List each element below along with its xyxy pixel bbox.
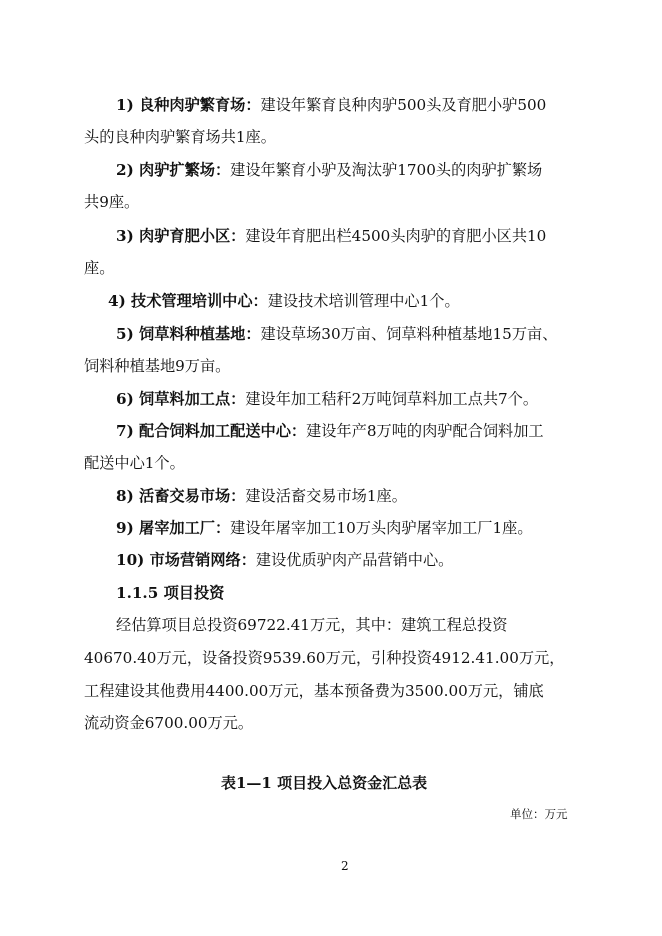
item-text: 建设年加工秸秆2万吨饲草料加工点共7个。: [245, 390, 539, 408]
list-item: [108, 291, 460, 311]
item-text: 建设草场30万亩、饲草料种植基地15万亩、: [260, 325, 558, 343]
paragraph-line: 流动资金6700.00万元。: [84, 714, 254, 732]
item-heading: 10) 市场营销网络：: [116, 551, 256, 569]
item-heading: 3) 肉驴育肥小区：: [116, 227, 246, 245]
paragraph-line: 工程建设其他费用4400.00万元，基本预备费为3500.00万元，铺底: [84, 682, 544, 700]
item-heading: 5) 饲草料种植基地：: [116, 325, 261, 343]
paragraph-line: 40670.40万元，设备投资9539.60万元，引种投资4912.41.00万元，: [84, 649, 565, 667]
item-heading: 4) 技术管理培训中心：: [108, 292, 268, 310]
item-continuation: 配送中心1个。: [84, 454, 185, 472]
list-item: [116, 160, 542, 180]
section-heading: 1.1.5 项目投资: [116, 584, 225, 602]
item-continuation: 共9座。: [84, 193, 140, 211]
item-heading: 9) 屠宰加工厂：: [116, 519, 231, 537]
item-text: 建设活畜交易市场1座。: [245, 487, 407, 505]
item-text: 建设年繁育小驴及淘汰驴1700头的肉驴扩繁场: [230, 161, 543, 179]
item-heading: 6) 饲草料加工点：: [116, 390, 246, 408]
list-item: [116, 389, 538, 409]
list-item: [116, 324, 557, 344]
list-item: [116, 550, 453, 570]
list-item: [116, 95, 546, 115]
list-item: [116, 226, 546, 246]
unit-label: 单位：万元: [510, 807, 568, 821]
item-text: 建设技术培训管理中心1个。: [267, 292, 460, 310]
paragraph-line: 经估算项目总投资69722.41万元，其中：建筑工程总投资: [116, 616, 508, 634]
item-heading: 2) 肉驴扩繁场：: [116, 161, 231, 179]
item-heading: 1) 良种肉驴繁育场：: [116, 96, 261, 114]
item-continuation: 座。: [84, 259, 115, 277]
item-text: 建设年产8万吨的肉驴配合饲料加工: [306, 422, 544, 440]
item-text: 建设年繁育良种肉驴500头及育肥小驴500: [260, 96, 547, 114]
table-title: 表1—1 项目投入总资金汇总表: [221, 774, 428, 792]
item-continuation: 饲料种植基地9万亩。: [84, 357, 231, 375]
item-text: 建设优质驴肉产品营销中心。: [255, 551, 454, 569]
page-number: 2: [341, 859, 349, 873]
list-item: [116, 421, 544, 441]
list-item: [116, 518, 533, 538]
item-heading: 7) 配合饲料加工配送中心：: [116, 422, 307, 440]
item-text: 建设年屠宰加工10万头肉驴屠宰加工厂1座。: [230, 519, 533, 537]
list-item: [116, 486, 407, 506]
item-text: 建设年育肥出栏4500头肉驴的育肥小区共10: [245, 227, 547, 245]
item-heading: 8) 活畜交易市场：: [116, 487, 246, 505]
item-continuation: 头的良种肉驴繁育场共1座。: [84, 128, 276, 146]
